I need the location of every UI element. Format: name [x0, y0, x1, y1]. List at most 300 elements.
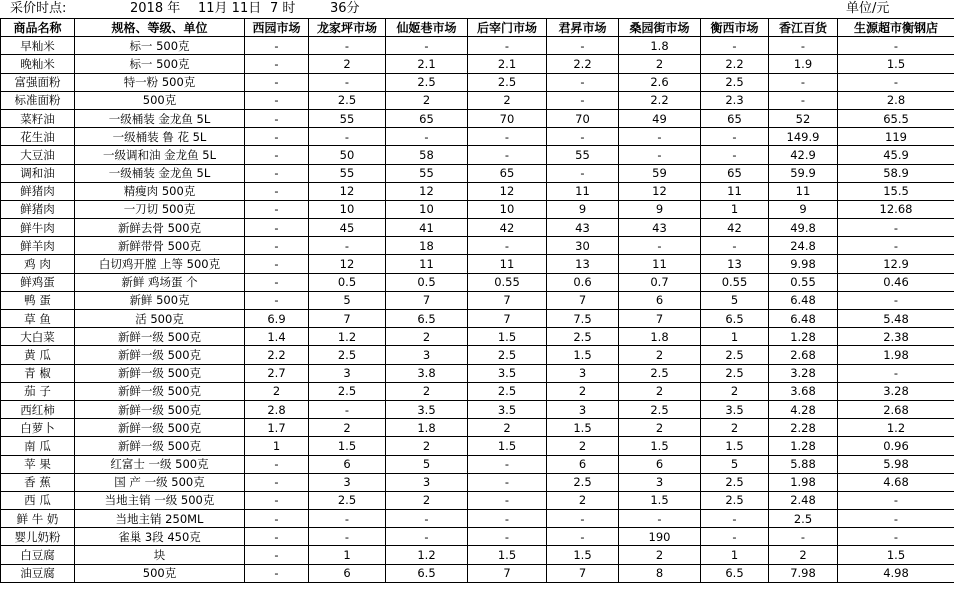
price-cell: 2.3 [701, 91, 769, 109]
price-cell: 1.9 [769, 55, 838, 73]
spec-cell: 新鲜一级 500克 [75, 346, 245, 364]
price-cell: - [547, 37, 619, 55]
table-body [1, 37, 954, 583]
spec-cell: 新鲜一级 500克 [75, 364, 245, 382]
price-cell: 1 [245, 437, 309, 455]
column-header: 龙家坪市场 [309, 19, 386, 37]
price-cell: 43 [619, 219, 701, 237]
price-cell: 0.6 [547, 273, 619, 291]
price-cell: 2.5 [769, 510, 838, 528]
price-cell: 2 [245, 382, 309, 400]
price-cell: 3.8 [386, 364, 468, 382]
spec-cell: 一级桶装 金龙鱼 5L [75, 164, 245, 182]
price-cell: 58 [386, 146, 468, 164]
price-cell: 12 [468, 182, 547, 200]
price-cell: 11 [547, 182, 619, 200]
product-name-cell: 调和油 [1, 164, 75, 182]
price-cell: 7 [309, 310, 386, 328]
price-cell: - [838, 510, 954, 528]
table-row [1, 564, 954, 582]
price-cell: 1.5 [701, 437, 769, 455]
spec-cell: 新鲜 500克 [75, 291, 245, 309]
spec-cell: 新鲜一级 500克 [75, 382, 245, 400]
price-cell: 1.5 [547, 346, 619, 364]
table-row [1, 455, 954, 473]
price-cell: 55 [547, 146, 619, 164]
price-cell: 6.5 [701, 310, 769, 328]
price-cell: 3.28 [838, 382, 954, 400]
price-cell: 1.5 [619, 491, 701, 509]
price-cell: - [838, 37, 954, 55]
price-cell: 7 [468, 291, 547, 309]
price-cell: 11 [619, 255, 701, 273]
price-cell: 2.5 [701, 473, 769, 491]
price-cell: 190 [619, 528, 701, 546]
spec-cell: 一级桶装 金龙鱼 5L [75, 109, 245, 127]
price-cell: 1.2 [838, 419, 954, 437]
price-cell: - [619, 146, 701, 164]
price-cell: 2.7 [245, 364, 309, 382]
price-cell: 3 [547, 400, 619, 418]
price-cell: - [547, 528, 619, 546]
product-name-cell: 黄 瓜 [1, 346, 75, 364]
price-cell: - [245, 128, 309, 146]
spec-cell: 红富士 一级 500克 [75, 455, 245, 473]
price-cell: - [309, 128, 386, 146]
table-row [1, 364, 954, 382]
price-cell: - [245, 237, 309, 255]
product-name-cell: 菜籽油 [1, 109, 75, 127]
price-cell: 1.28 [769, 328, 838, 346]
price-cell: - [245, 73, 309, 91]
spec-cell: 标一 500克 [75, 37, 245, 55]
product-name-cell: 鲜猪肉 [1, 182, 75, 200]
header-date: 11月 11日 [198, 1, 262, 16]
price-cell: - [245, 146, 309, 164]
spec-cell: 新鲜一级 500克 [75, 419, 245, 437]
price-cell: - [547, 164, 619, 182]
price-cell: 6.9 [245, 310, 309, 328]
price-cell: 59 [619, 164, 701, 182]
price-cell: 5.88 [769, 455, 838, 473]
price-cell: 1.8 [619, 37, 701, 55]
price-cell: 11 [468, 255, 547, 273]
price-cell: 1.5 [547, 419, 619, 437]
price-cell: - [309, 400, 386, 418]
table-row [1, 346, 954, 364]
price-cell: 5 [701, 291, 769, 309]
header-minute: 36分 [330, 1, 360, 16]
price-cell: - [838, 237, 954, 255]
price-cell: - [245, 255, 309, 273]
table-row [1, 310, 954, 328]
table-row [1, 491, 954, 509]
price-cell: 2.5 [309, 91, 386, 109]
product-name-cell: 苹 果 [1, 455, 75, 473]
price-cell: 6 [309, 564, 386, 582]
price-cell: 12 [309, 182, 386, 200]
product-name-cell: 早籼米 [1, 37, 75, 55]
table-row [1, 400, 954, 418]
price-cell: 2.5 [309, 382, 386, 400]
price-cell: 2.68 [838, 400, 954, 418]
price-cell: 0.55 [769, 273, 838, 291]
price-cell: 1 [701, 328, 769, 346]
price-cell: 8 [619, 564, 701, 582]
price-cell: 65 [386, 109, 468, 127]
price-cell: - [245, 528, 309, 546]
price-cell: 10 [386, 200, 468, 218]
price-cell: 1 [701, 200, 769, 218]
price-cell: 3 [309, 364, 386, 382]
price-cell: - [245, 182, 309, 200]
product-name-cell: 晚籼米 [1, 55, 75, 73]
price-cell: 2 [701, 419, 769, 437]
price-cell: 2.5 [701, 73, 769, 91]
table-row [1, 109, 954, 127]
price-cell: - [309, 73, 386, 91]
price-cell: 6.48 [769, 291, 838, 309]
spec-cell: 500克 [75, 91, 245, 109]
header-title: 采价时点: [10, 1, 67, 16]
price-cell: 2 [547, 437, 619, 455]
table-row [1, 546, 954, 564]
price-cell: 2 [769, 546, 838, 564]
table-row [1, 237, 954, 255]
product-name-cell: 西 瓜 [1, 491, 75, 509]
price-cell: 1.98 [769, 473, 838, 491]
price-cell: - [245, 510, 309, 528]
spec-cell: 雀巢 3段 450克 [75, 528, 245, 546]
price-cell: - [838, 219, 954, 237]
product-name-cell: 白萝卜 [1, 419, 75, 437]
price-cell: 3.5 [386, 400, 468, 418]
price-cell: 1.5 [838, 55, 954, 73]
spec-cell: 500克 [75, 564, 245, 582]
price-cell: - [769, 528, 838, 546]
header-year: 2018 年 [130, 1, 181, 16]
price-cell: - [547, 510, 619, 528]
price-cell: 3.5 [468, 364, 547, 382]
column-header: 商品名称 [1, 19, 75, 37]
price-cell: - [245, 219, 309, 237]
table-row [1, 528, 954, 546]
price-cell: 2 [386, 91, 468, 109]
spec-cell: 一刀切 500克 [75, 200, 245, 218]
price-cell: 0.55 [468, 273, 547, 291]
price-cell: 55 [386, 164, 468, 182]
price-cell: 0.7 [619, 273, 701, 291]
price-cell: 6 [309, 455, 386, 473]
price-cell: - [468, 455, 547, 473]
product-name-cell: 草 鱼 [1, 310, 75, 328]
price-cell: 65.5 [838, 109, 954, 127]
price-cell: - [245, 491, 309, 509]
price-cell: 41 [386, 219, 468, 237]
price-cell: 2.2 [245, 346, 309, 364]
column-header: 西园市场 [245, 19, 309, 37]
price-cell: 2 [619, 55, 701, 73]
table-row [1, 182, 954, 200]
price-cell: 119 [838, 128, 954, 146]
price-cell: 1 [701, 546, 769, 564]
price-cell: 1.5 [468, 437, 547, 455]
price-cell: 24.8 [769, 237, 838, 255]
price-cell: 5.98 [838, 455, 954, 473]
price-cell: 70 [547, 109, 619, 127]
spec-cell: 当地主销 一级 500克 [75, 491, 245, 509]
price-cell: - [386, 128, 468, 146]
price-cell: - [309, 237, 386, 255]
price-cell: 2 [547, 382, 619, 400]
spec-cell: 一级调和油 金龙鱼 5L [75, 146, 245, 164]
price-cell: 3.28 [769, 364, 838, 382]
spec-cell: 块 [75, 546, 245, 564]
table-row [1, 255, 954, 273]
price-cell: - [245, 55, 309, 73]
price-cell: 11 [769, 182, 838, 200]
price-cell: 2.5 [309, 346, 386, 364]
price-cell: - [838, 73, 954, 91]
price-cell: 6 [619, 455, 701, 473]
product-name-cell: 青 椒 [1, 364, 75, 382]
price-cell: 50 [309, 146, 386, 164]
table-row [1, 128, 954, 146]
product-name-cell: 香 蕉 [1, 473, 75, 491]
price-cell: 2.5 [701, 491, 769, 509]
price-cell: 2 [547, 491, 619, 509]
price-cell: 2 [619, 382, 701, 400]
price-cell: - [245, 273, 309, 291]
price-cell: 1.8 [619, 328, 701, 346]
product-name-cell: 鲜鸡蛋 [1, 273, 75, 291]
price-cell: 12 [386, 182, 468, 200]
price-cell: - [769, 91, 838, 109]
price-cell: - [701, 237, 769, 255]
price-cell: - [245, 91, 309, 109]
header-row [1, 19, 954, 37]
price-cell: 2.48 [769, 491, 838, 509]
spec-cell: 一级桶装 鲁 花 5L [75, 128, 245, 146]
price-cell: - [245, 564, 309, 582]
price-cell: 2.5 [619, 400, 701, 418]
table-row [1, 200, 954, 218]
price-cell: 45.9 [838, 146, 954, 164]
price-cell: 2.5 [468, 382, 547, 400]
price-cell: - [468, 473, 547, 491]
price-cell: - [386, 528, 468, 546]
price-cell: - [701, 528, 769, 546]
price-cell: 7 [468, 564, 547, 582]
price-cell: 2 [619, 346, 701, 364]
product-name-cell: 标准面粉 [1, 91, 75, 109]
price-cell: - [386, 37, 468, 55]
product-name-cell: 南 瓜 [1, 437, 75, 455]
price-cell: 1.5 [309, 437, 386, 455]
table-row [1, 73, 954, 91]
price-cell: - [245, 37, 309, 55]
price-cell: 12 [309, 255, 386, 273]
price-cell: 9 [769, 200, 838, 218]
column-header: 生源超市衡钢店 [838, 19, 954, 37]
table-row [1, 37, 954, 55]
price-cell: 2.8 [838, 91, 954, 109]
price-cell: 2.2 [619, 91, 701, 109]
table-row [1, 291, 954, 309]
price-cell: 2 [468, 419, 547, 437]
price-cell: 10 [468, 200, 547, 218]
price-cell: 2.5 [701, 346, 769, 364]
price-cell: 2 [386, 328, 468, 346]
price-cell: 0.5 [386, 273, 468, 291]
spec-cell: 新鲜 鸡场蛋 个 [75, 273, 245, 291]
price-cell: - [245, 109, 309, 127]
price-cell: 0.46 [838, 273, 954, 291]
price-cell: 49 [619, 109, 701, 127]
price-cell: 1.28 [769, 437, 838, 455]
price-cell: 4.68 [838, 473, 954, 491]
price-cell: - [838, 364, 954, 382]
price-cell: 12.9 [838, 255, 954, 273]
price-cell: 149.9 [769, 128, 838, 146]
column-header: 规格、等级、单位 [75, 19, 245, 37]
price-cell: 3.5 [468, 400, 547, 418]
product-name-cell: 大白菜 [1, 328, 75, 346]
price-cell: 2.68 [769, 346, 838, 364]
price-cell: - [619, 510, 701, 528]
price-cell: 0.96 [838, 437, 954, 455]
price-cell: 42 [701, 219, 769, 237]
price-cell: 1.2 [386, 546, 468, 564]
price-cell: 1 [309, 546, 386, 564]
price-cell: 1.5 [547, 546, 619, 564]
price-cell: 6.48 [769, 310, 838, 328]
table-row [1, 473, 954, 491]
price-cell: 2.5 [468, 73, 547, 91]
price-cell: 2.2 [547, 55, 619, 73]
price-cell: 2 [309, 55, 386, 73]
product-name-cell: 白豆腐 [1, 546, 75, 564]
table-row [1, 437, 954, 455]
price-cell: 52 [769, 109, 838, 127]
price-cell: 6.5 [386, 310, 468, 328]
price-cell: - [468, 528, 547, 546]
price-cell: - [547, 73, 619, 91]
product-name-cell: 鲜羊肉 [1, 237, 75, 255]
price-cell: - [245, 473, 309, 491]
price-cell: 11 [701, 182, 769, 200]
price-cell: 55 [309, 109, 386, 127]
price-cell: - [386, 510, 468, 528]
price-cell: - [619, 237, 701, 255]
price-cell: - [701, 510, 769, 528]
column-header: 衡西市场 [701, 19, 769, 37]
price-cell: - [309, 510, 386, 528]
price-cell: - [468, 128, 547, 146]
spec-cell: 特一粉 500克 [75, 73, 245, 91]
table-row [1, 55, 954, 73]
price-cell: 58.9 [838, 164, 954, 182]
price-cell: 7 [619, 310, 701, 328]
header-unit: 单位/元 [846, 1, 890, 16]
product-name-cell: 油豆腐 [1, 564, 75, 582]
table-row [1, 419, 954, 437]
price-cell: 6.5 [701, 564, 769, 582]
price-cell: 7.98 [769, 564, 838, 582]
price-cell: 30 [547, 237, 619, 255]
spec-cell: 新鲜去骨 500克 [75, 219, 245, 237]
price-table [0, 18, 954, 583]
spec-cell: 新鲜带骨 500克 [75, 237, 245, 255]
price-cell: 6 [619, 291, 701, 309]
price-cell: 2.2 [701, 55, 769, 73]
price-cell: - [547, 128, 619, 146]
price-cell: 3 [309, 473, 386, 491]
price-cell: 2.5 [468, 346, 547, 364]
spec-cell: 新鲜一级 500克 [75, 328, 245, 346]
price-cell: 5 [386, 455, 468, 473]
price-cell: 42 [468, 219, 547, 237]
price-cell: 1.5 [838, 546, 954, 564]
price-cell: 3 [386, 473, 468, 491]
product-name-cell: 茄 子 [1, 382, 75, 400]
price-cell: 9.98 [769, 255, 838, 273]
price-cell: 45 [309, 219, 386, 237]
price-cell: 7.5 [547, 310, 619, 328]
price-cell: - [245, 164, 309, 182]
price-cell: 1.7 [245, 419, 309, 437]
price-cell: - [309, 37, 386, 55]
price-cell: 4.98 [838, 564, 954, 582]
header-hour: 7 时 [270, 1, 296, 16]
price-cell: 6 [547, 455, 619, 473]
price-cell: 65 [468, 164, 547, 182]
spec-cell: 新鲜一级 500克 [75, 437, 245, 455]
price-cell: 7 [547, 291, 619, 309]
price-cell: 2 [386, 382, 468, 400]
price-cell: 1.5 [468, 546, 547, 564]
price-cell: 1.8 [386, 419, 468, 437]
product-name-cell: 西红柿 [1, 400, 75, 418]
price-cell: 2 [619, 419, 701, 437]
column-header: 后宰门市场 [468, 19, 547, 37]
price-cell: - [245, 291, 309, 309]
product-name-cell: 鲜猪肉 [1, 200, 75, 218]
price-cell: 70 [468, 109, 547, 127]
price-cell: 5 [701, 455, 769, 473]
price-cell: - [245, 455, 309, 473]
price-cell: 2.5 [701, 364, 769, 382]
price-cell: - [245, 200, 309, 218]
price-cell: - [547, 91, 619, 109]
price-cell: 59.9 [769, 164, 838, 182]
price-cell: 9 [547, 200, 619, 218]
price-cell: - [838, 528, 954, 546]
price-cell: 2 [468, 91, 547, 109]
price-cell: - [468, 237, 547, 255]
price-cell: 2.5 [619, 364, 701, 382]
price-cell: 13 [547, 255, 619, 273]
price-cell: 49.8 [769, 219, 838, 237]
price-cell: 13 [701, 255, 769, 273]
column-header: 仙姬巷市场 [386, 19, 468, 37]
price-cell: - [619, 128, 701, 146]
spec-cell: 精瘦肉 500克 [75, 182, 245, 200]
price-cell: 2.5 [547, 473, 619, 491]
table-row [1, 164, 954, 182]
price-cell: 3.5 [701, 400, 769, 418]
product-name-cell: 婴儿奶粉 [1, 528, 75, 546]
